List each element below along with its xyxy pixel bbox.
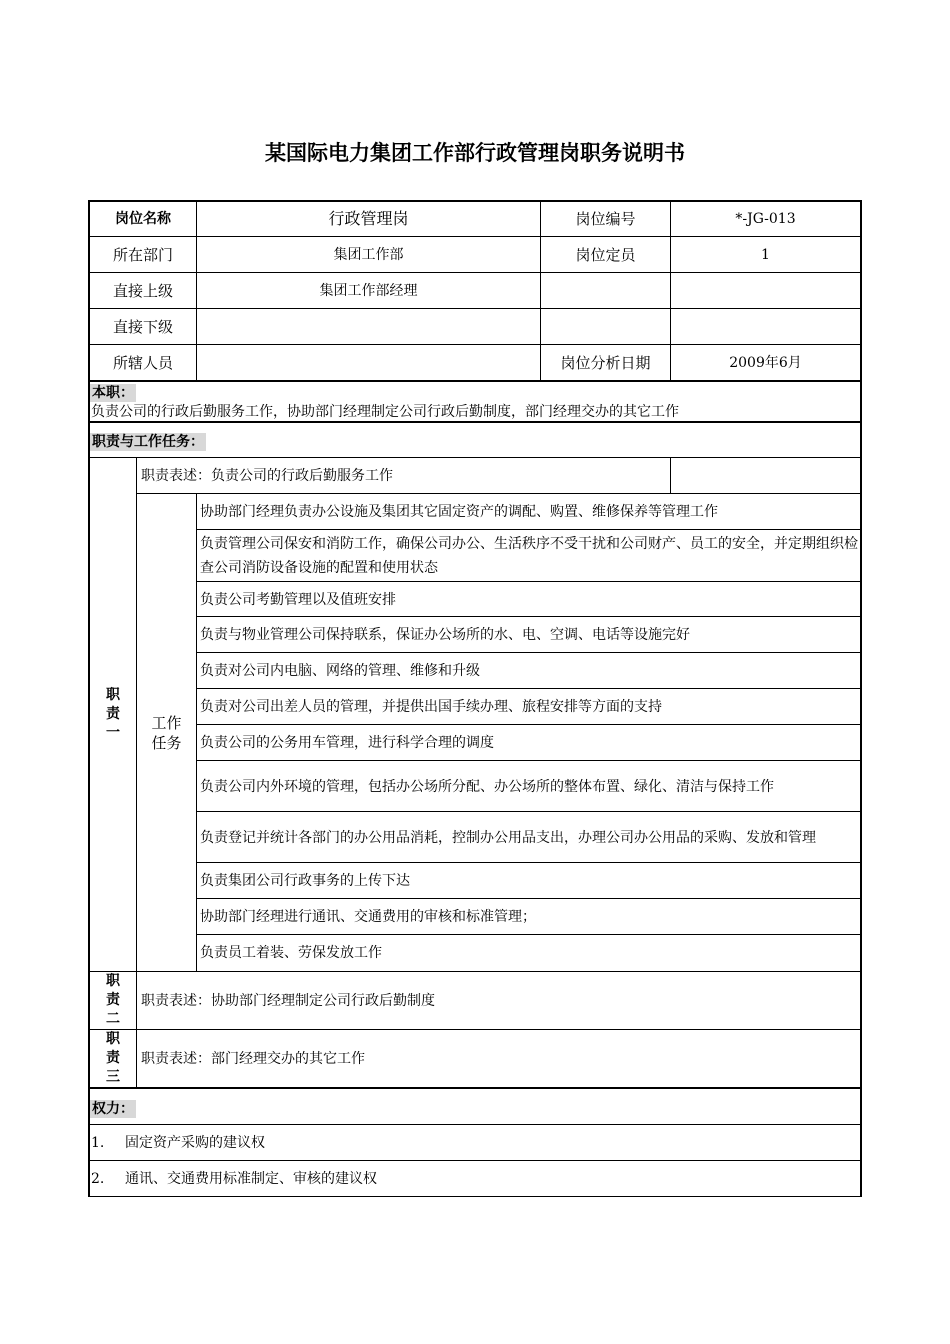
responsibilities-label: 职责与工作任务： [92,434,204,450]
r1-label-cell [90,458,136,971]
r1-task-item: 负责员工着装、劳保发放工作 [200,945,382,961]
r1-tasks-label-cell [137,494,196,971]
authority-item-1: 固定资产采购的建议权 [125,1135,265,1151]
divider [88,1124,862,1125]
r3-label-cell [90,1030,136,1087]
post-name-label: 岗位名称 [115,211,171,227]
authority-num-1: 1. [91,1135,105,1151]
analysis-date-value: 2009年6月 [729,354,802,371]
subordinate-label: 直接下级 [112,317,173,336]
r1-task-item: 负责对公司内电脑、网络的管理、维修和升级 [200,663,480,679]
superior-label: 直接上级 [112,281,173,300]
table-border-bottom [88,1196,862,1197]
r1-task-item: 协助部门经理进行通讯、交通费用的审核和标准管理； [200,909,536,925]
divider [670,457,671,493]
r1-statement: 职责表述：负责公司的行政后勤服务工作 [141,467,393,484]
r3-label: 职责三 [106,1031,120,1085]
dept-value: 集团工作部 [333,246,404,263]
divider [88,1087,862,1089]
r1-task-item: 负责公司内外环境的管理，包括办公场所分配、办公场所的整体布置、绿化、清洁与保持工作 [200,778,774,795]
r2-label-cell [90,972,136,1029]
r1-task-item: 负责管理公司保安和消防工作，确保公司办公、生活秩序不受干扰和公司财产、员工的安全，并定期组织检查公司消防设备设施的配置和使用状态 [200,536,858,576]
analysis-date-label: 岗位分析日期 [560,353,651,372]
managed-value [197,345,540,380]
authority-num-2: 2. [91,1171,105,1187]
table-border-right [860,200,862,1197]
superior-value: 集团工作部经理 [319,282,418,299]
post-code-value: *-JG-013 [735,211,796,227]
page-title: 某国际电力集团工作部行政管理岗职务说明书 [265,141,685,165]
r2-statement: 职责表述：协助部门经理制定公司行政后勤制度 [141,992,435,1009]
dept-label: 所在部门 [112,245,173,264]
duty-text: 负责公司的行政后勤服务工作，协助部门经理制定公司行政后勤制度，部门经理交办的其它工作 [91,404,679,420]
post-code-label: 岗位编号 [575,210,636,228]
staffing-value: 1 [761,246,770,263]
r1-label: 职责一 [106,687,120,741]
divider [88,1160,862,1161]
divider [88,421,862,423]
r1-tasks-label: 工作任务 [151,713,182,752]
authority-item-2: 通讯、交通费用标准制定、审核的建议权 [125,1171,377,1187]
r1-task-item: 负责公司考勤管理以及值班安排 [200,591,396,608]
r3-statement: 职责表述：部门经理交办的其它工作 [141,1050,365,1067]
managed-label: 所辖人员 [112,353,173,372]
r2-label: 职责二 [106,973,120,1027]
subordinate-value [197,309,540,344]
r1-task-item: 负责与物业管理公司保持联系，保证办公场所的水、电、空调、电话等设施完好 [200,627,690,643]
post-name-value: 行政管理岗 [328,209,409,228]
r1-task-item: 负责公司的公务用车管理，进行科学合理的调度 [200,735,494,751]
staffing-label: 岗位定员 [575,245,636,264]
r1-task-item: 协助部门经理负责办公设施及集团其它固定资产的调配、购置、维修保养等管理工作 [200,504,718,520]
duty-label: 本职： [92,385,134,401]
authority-label: 权力： [92,1101,134,1117]
r1-task-item: 负责集团公司行政事务的上传下达 [200,873,410,889]
divider [88,380,862,382]
r1-task-item: 负责对公司出差人员的管理，并提供出国手续办理、旅程安排等方面的支持 [200,699,662,715]
r1-task-item: 负责登记并统计各部门的办公用品消耗，控制办公用品支出，办理公司办公用品的采购、发放和管理 [200,829,816,846]
